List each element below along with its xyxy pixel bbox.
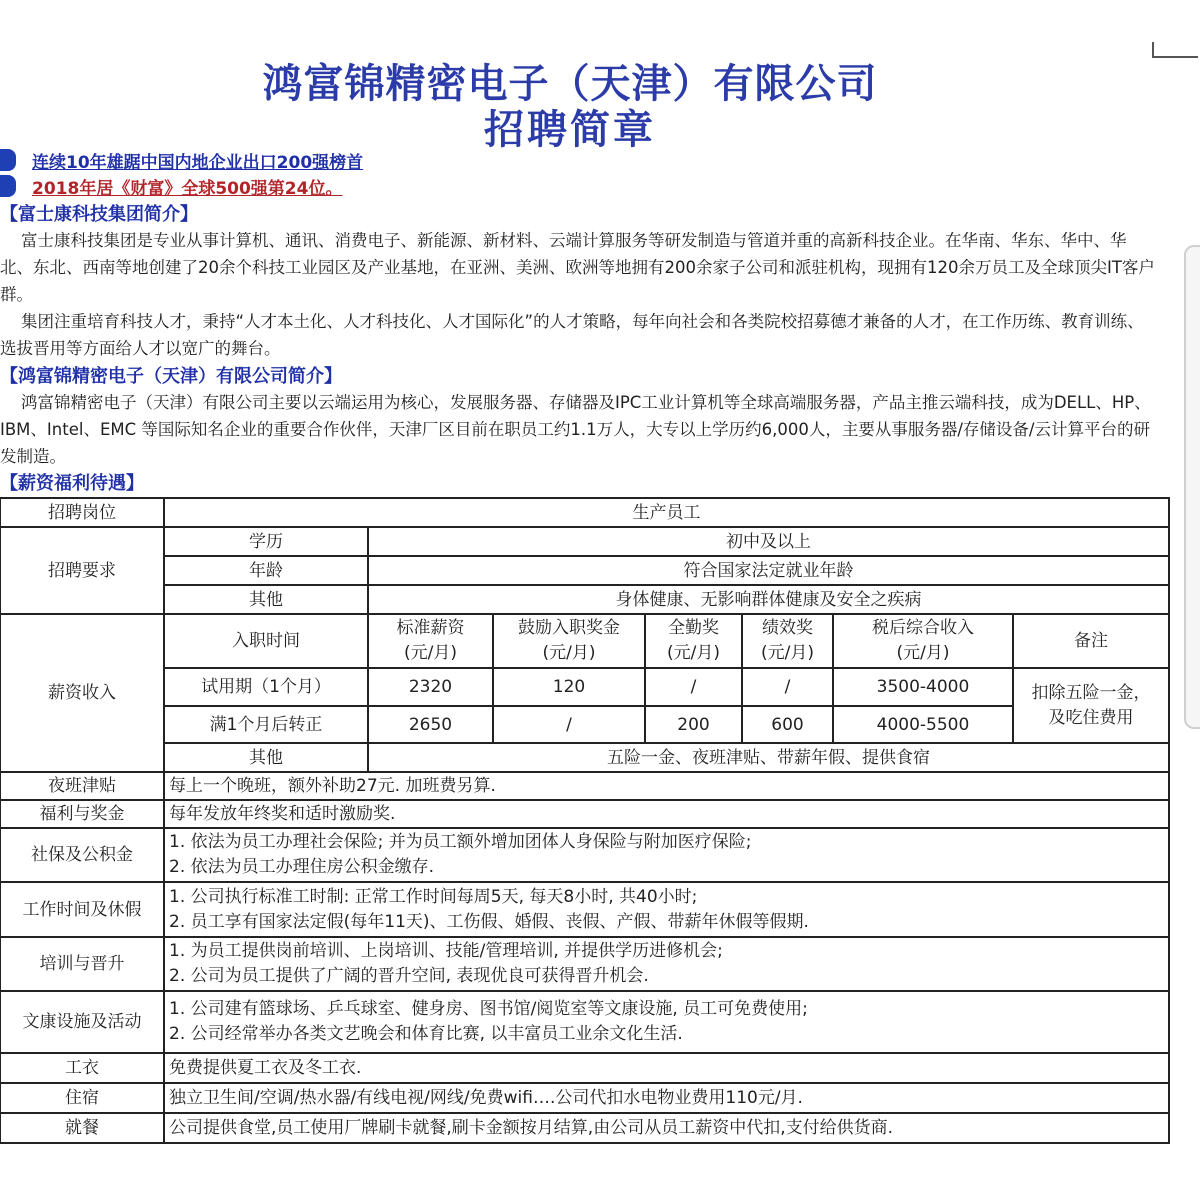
bullet-marker-icon xyxy=(0,175,16,197)
table-row xyxy=(0,937,1169,991)
header-attendance-bonus: 全勤奖 (元/月) xyxy=(645,614,742,668)
requirement-label-other: 其他 xyxy=(164,585,368,614)
item-label: 住宿 xyxy=(0,1083,164,1113)
table-row xyxy=(0,828,1169,882)
item-lines xyxy=(164,882,1169,937)
table-row xyxy=(0,498,1169,527)
bullet-marker-icon xyxy=(0,149,16,171)
header-after-tax-income: 税后综合收入 (元/月) xyxy=(833,614,1013,668)
item-line: 2. 员工享有国家法定假(每年11天)、工伤假、婚假、丧假、产假、带薪年休假等假期. xyxy=(169,911,809,932)
company-intro-paragraph: 鸿富锦精密电子（天津）有限公司主要以云端运用为核心，发展服务器、存储器及IPC工业计算机等全球高端服务器，产品主推云端科技，成为DELL、HP、IBM、Intel、EMC 等国际知名企业的重要合作伙伴，天津厂区目前在职员工约1.1万人，大专以上学历约6,000人，主要从事服务器/存储设备/云计算平台的研发制造。 xyxy=(0,393,1151,466)
group-intro-paragraph-2: 集团注重培育科技人才，秉持“人才本土化、人才科技化、人才国际化”的人才策略，每年向社会和各类院校招募德才兼备的人才，在工作历练、教育训练、选拔晋用等方面给人才以宽广的舞台。 xyxy=(0,312,1144,358)
table-row xyxy=(0,1113,1169,1143)
header-performance-bonus: 绩效奖 (元/月) xyxy=(742,614,833,668)
item-label: 夜班津贴 xyxy=(0,772,164,800)
item-label: 文康设施及活动 xyxy=(0,991,164,1053)
salary-after-tax: 4000-5500 xyxy=(833,706,1013,743)
item-line: 每年发放年终奖和适时激励奖. xyxy=(164,800,1169,828)
item-lines xyxy=(164,828,1169,882)
table-row xyxy=(0,743,1169,772)
salary-other-label: 其他 xyxy=(164,743,368,772)
table-row xyxy=(0,1053,1169,1083)
item-label: 工衣 xyxy=(0,1053,164,1083)
table-row xyxy=(0,668,1169,706)
salary-base: 2320 xyxy=(368,668,493,706)
item-line: 2. 公司经常举办各类文艺晚会和体育比赛, 以丰富员工业余文化生活. xyxy=(169,1024,683,1044)
header-base-salary: 标准薪资 (元/月) xyxy=(368,614,493,668)
item-line: 公司提供食堂,员工使用厂牌刷卡就餐,刷卡金额按月结算,由公司从员工薪资中代扣,支付给供货商. xyxy=(164,1113,1169,1143)
header-entry-bonus: 鼓励入职奖金 (元/月) xyxy=(493,614,645,668)
salary-performance: 600 xyxy=(742,706,833,743)
salary-remark: 扣除五险一金， 及吃住费用 xyxy=(1013,668,1169,743)
table-row xyxy=(0,614,1169,668)
salary-label: 薪资收入 xyxy=(0,614,164,772)
section-heading-benefits: 【薪资福利待遇】 xyxy=(0,473,144,494)
highlight-text: 连续10年雄踞中国内地企业出口200强榜首 xyxy=(32,152,364,173)
recruitment-table xyxy=(0,497,1170,1144)
requirement-value-age: 符合国家法定就业年龄 xyxy=(368,556,1169,585)
item-line: 独立卫生间/空调/热水器/有线电视/网线/免费wifi….公司代扣水电物业费用110元/月. xyxy=(164,1083,1169,1113)
item-lines xyxy=(164,991,1169,1053)
item-label: 社保及公积金 xyxy=(0,828,164,882)
position-value: 生产员工 xyxy=(164,498,1169,527)
item-label: 就餐 xyxy=(0,1113,164,1143)
item-label: 工作时间及休假 xyxy=(0,882,164,937)
scroll-handle[interactable] xyxy=(1184,245,1200,729)
section-heading-group-intro: 【富士康科技集团简介】 xyxy=(0,204,198,225)
group-intro-paragraph-1: 富士康科技集团是专业从事计算机、通讯、消费电子、新能源、新材料、云端计算服务等研发制造与管道并重的高新科技企业。在华南、华东、华中、华北、东北、西南等地创建了20余个科技工业园区及产业基地，在亚洲、美洲、欧洲等地拥有200余家子公司和派驻机构，现拥有120余万员工及全球顶尖IT客户群。 xyxy=(0,231,1155,304)
document-subtitle: 招聘简章 xyxy=(484,107,656,153)
table-row xyxy=(0,800,1169,828)
highlight-export-rank xyxy=(0,146,363,174)
header-entry-time: 入职时间 xyxy=(164,614,368,668)
item-label: 培训与晋升 xyxy=(0,937,164,991)
salary-attendance: 200 xyxy=(645,706,742,743)
table-row xyxy=(0,991,1169,1053)
highlight-text: 2018年居《财富》全球500强第24位。 xyxy=(32,178,343,199)
item-line: 2. 公司为员工提供了广阔的晋升空间, 表现优良可获得晋升机会. xyxy=(169,966,649,986)
item-line: 每上一个晚班，额外补助27元. 加班费另算. xyxy=(164,772,1169,800)
company-title: 鸿富锦精密电子（天津）有限公司 xyxy=(262,61,878,107)
highlight-fortune-rank xyxy=(0,172,342,200)
position-label: 招聘岗位 xyxy=(0,498,164,527)
table-row xyxy=(0,556,1169,585)
salary-period: 满1个月后转正 xyxy=(164,706,368,743)
item-line: 2. 依法为员工办理住房公积金缴存. xyxy=(169,857,435,877)
requirement-value-education: 初中及以上 xyxy=(368,527,1169,556)
item-line: 1. 公司建有篮球场、乒乓球室、健身房、图书馆/阅览室等文康设施, 员工可免费使用; xyxy=(169,999,808,1019)
table-row xyxy=(0,527,1169,556)
salary-bonus: 120 xyxy=(493,668,645,706)
header-remark: 备注 xyxy=(1013,614,1169,668)
item-line: 1. 公司执行标准工时制: 正常工作时间每周5天, 每天8小时, 共40小时; xyxy=(169,886,698,907)
salary-other-value: 五险一金、夜班津贴、带薪年假、提供食宿 xyxy=(368,743,1169,772)
salary-period: 试用期（1个月） xyxy=(164,668,368,706)
salary-after-tax: 3500-4000 xyxy=(833,668,1013,706)
item-lines xyxy=(164,937,1169,991)
salary-base: 2650 xyxy=(368,706,493,743)
table-row xyxy=(0,772,1169,800)
corner-bracket-mark xyxy=(1152,42,1198,58)
item-line: 免费提供夏工衣及冬工衣. xyxy=(164,1053,1169,1083)
requirements-label: 招聘要求 xyxy=(0,527,164,614)
requirement-label-education: 学历 xyxy=(164,527,368,556)
salary-bonus: / xyxy=(493,706,645,743)
table-row xyxy=(0,706,1169,743)
salary-performance: / xyxy=(742,668,833,706)
section-heading-company-intro: 【鸿富锦精密电子（天津）有限公司简介】 xyxy=(0,366,342,387)
item-line: 1. 为员工提供岗前培训、上岗培训、技能/管理培训, 并提供学历进修机会; xyxy=(169,941,723,961)
item-line: 1. 依法为员工办理社会保险; 并为员工额外增加团体人身保险与附加医疗保险; xyxy=(169,832,752,852)
requirement-value-other: 身体健康、无影响群体健康及安全之疾病 xyxy=(368,585,1169,614)
table-row xyxy=(0,1083,1169,1113)
requirement-label-age: 年龄 xyxy=(164,556,368,585)
item-label: 福利与奖金 xyxy=(0,800,164,828)
table-row xyxy=(0,585,1169,614)
table-row xyxy=(0,882,1169,937)
salary-attendance: / xyxy=(645,668,742,706)
